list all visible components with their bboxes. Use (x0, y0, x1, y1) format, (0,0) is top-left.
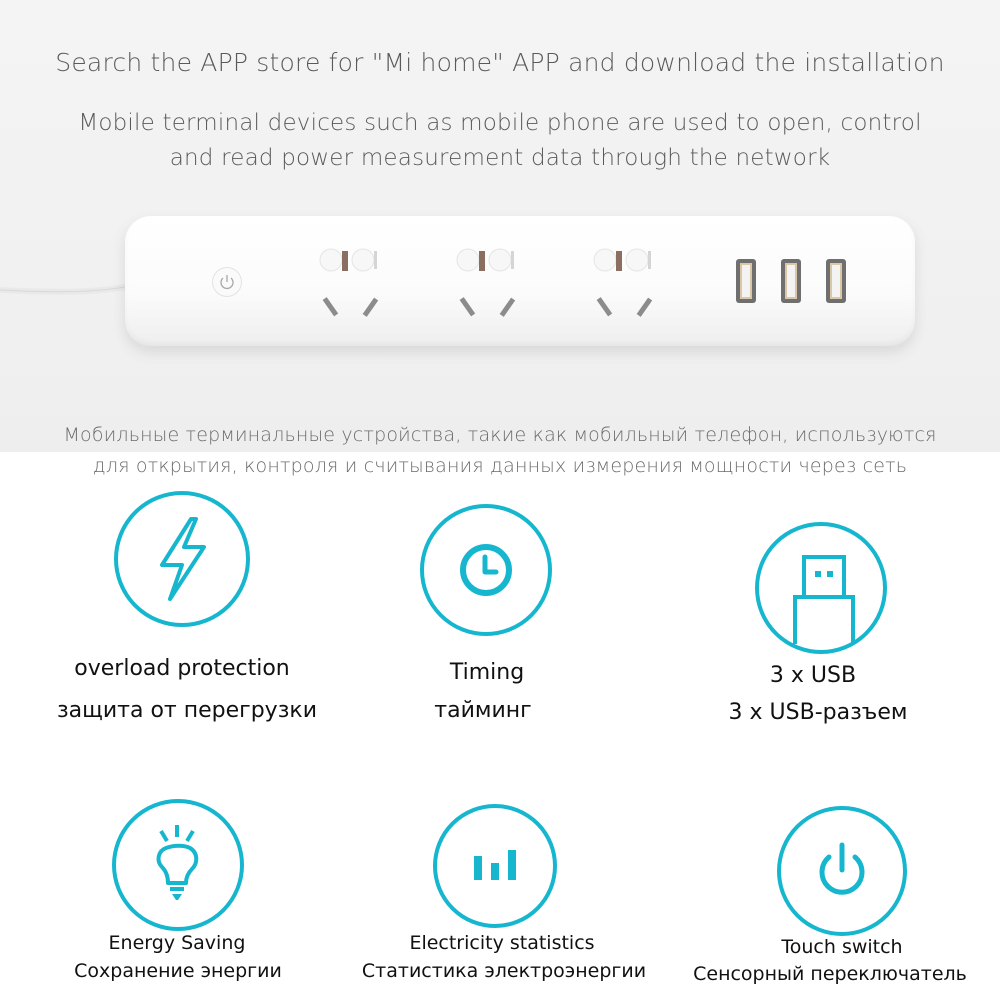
power-cable (0, 278, 130, 300)
lightbulb-icon (112, 799, 244, 931)
usb-plug-icon (755, 522, 887, 654)
hero-description-en-line2: and read power measurement data through the network (169, 145, 831, 171)
feature-overload-en: overload protection (74, 656, 290, 681)
hero-description-en-line1: Mobile terminal devices such as mobile phone are used to open, control (78, 110, 922, 136)
feature-statistics-en: Electricity statistics (409, 932, 595, 954)
feature-timing-en: Timing (449, 660, 525, 685)
hero-description-ru-line2: для открытия, контроля и считывания данных измерения мощности через сеть (92, 455, 908, 477)
power-icon (777, 806, 907, 936)
outlet-2 (443, 235, 543, 325)
usb-port-1 (735, 258, 757, 304)
usb-port-3 (825, 258, 847, 304)
power-button-icon (213, 268, 241, 296)
usb-port-2 (780, 258, 802, 304)
feature-usb-en: 3 x USB (769, 663, 857, 688)
hero-description-en (0, 106, 1000, 176)
clock-icon (420, 504, 552, 636)
feature-overload-ru: защита от перегрузки (56, 698, 317, 723)
feature-statistics-ru: Статистика электроэнергии (361, 960, 647, 982)
lightning-icon (114, 491, 250, 627)
hero-description-ru (0, 420, 1000, 482)
hero-description-ru-line1: Мобильные терминальные устройства, такие как мобильный телефон, используются (63, 424, 937, 446)
feature-energy-en: Energy Saving (108, 932, 246, 954)
feature-usb-ru: 3 x USB-разъем (728, 700, 908, 725)
hero-title: Search the APP store for "Mi home" APP and download the installation (55, 48, 945, 77)
feature-touch-en: Touch switch (781, 936, 903, 958)
bar-chart-icon (433, 804, 557, 928)
feature-timing-ru: тайминг (434, 698, 532, 723)
outlet-1 (306, 235, 406, 325)
feature-touch-ru: Сенсорный переключатель (693, 963, 967, 985)
feature-energy-ru: Сохранение энергии (74, 960, 282, 982)
outlet-3 (580, 235, 680, 325)
